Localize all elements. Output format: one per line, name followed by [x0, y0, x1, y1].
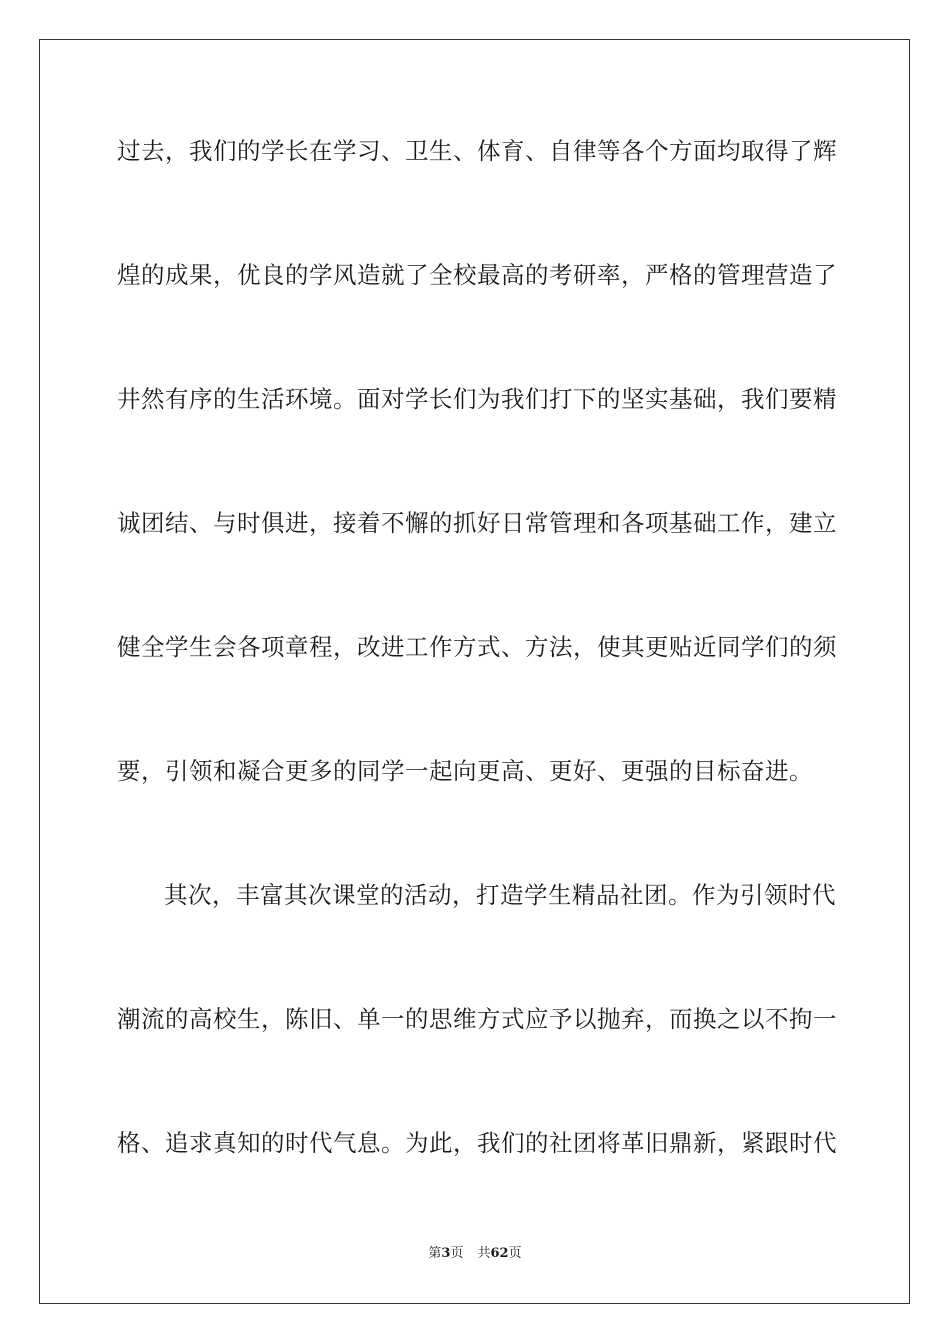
paragraph-1-line-1: 过去，我们的学长在学习、卫生、体育、自律等各个方面均取得了辉 — [117, 137, 837, 165]
page-footer — [0, 1245, 950, 1263]
paragraph-1-line-2: 煌的成果，优良的学风造就了全校最高的考研率，严格的管理营造了 — [117, 261, 837, 289]
paragraph-1-line-5: 健全学生会各项章程，改进工作方式、方法，使其更贴近同学们的须 — [117, 633, 837, 661]
paragraph-1-line-6: 要，引领和凝合更多的同学一起向更高、更好、更强的目标奋进。 — [117, 757, 813, 785]
paragraph-2-line-2: 潮流的高校生，陈旧、单一的思维方式应予以抛弃，而换之以不拘一 — [117, 1005, 837, 1033]
paragraph-1-line-4: 诚团结、与时俱进，接着不懈的抓好日常管理和各项基础工作，建立 — [117, 509, 837, 537]
footer-page-suffix: 页 — [450, 1246, 464, 1261]
footer-page-number: 3 — [441, 1246, 451, 1261]
page-border — [39, 39, 910, 1304]
footer-page-prefix: 第 — [428, 1246, 442, 1261]
paragraph-2-line-3: 格、追求真知的时代气息。为此，我们的社团将革旧鼎新，紧跟时代 — [117, 1129, 837, 1157]
paragraph-2-line-1: 其次，丰富其次课堂的活动，打造学生精品社团。作为引领时代 — [164, 881, 836, 909]
footer-total-prefix: 共 — [477, 1246, 491, 1261]
footer-total-pages: 62 — [490, 1246, 509, 1261]
footer-total-suffix: 页 — [508, 1246, 522, 1261]
paragraph-1-line-3: 井然有序的生活环境。面对学长们为我们打下的坚实基础，我们要精 — [117, 385, 837, 413]
